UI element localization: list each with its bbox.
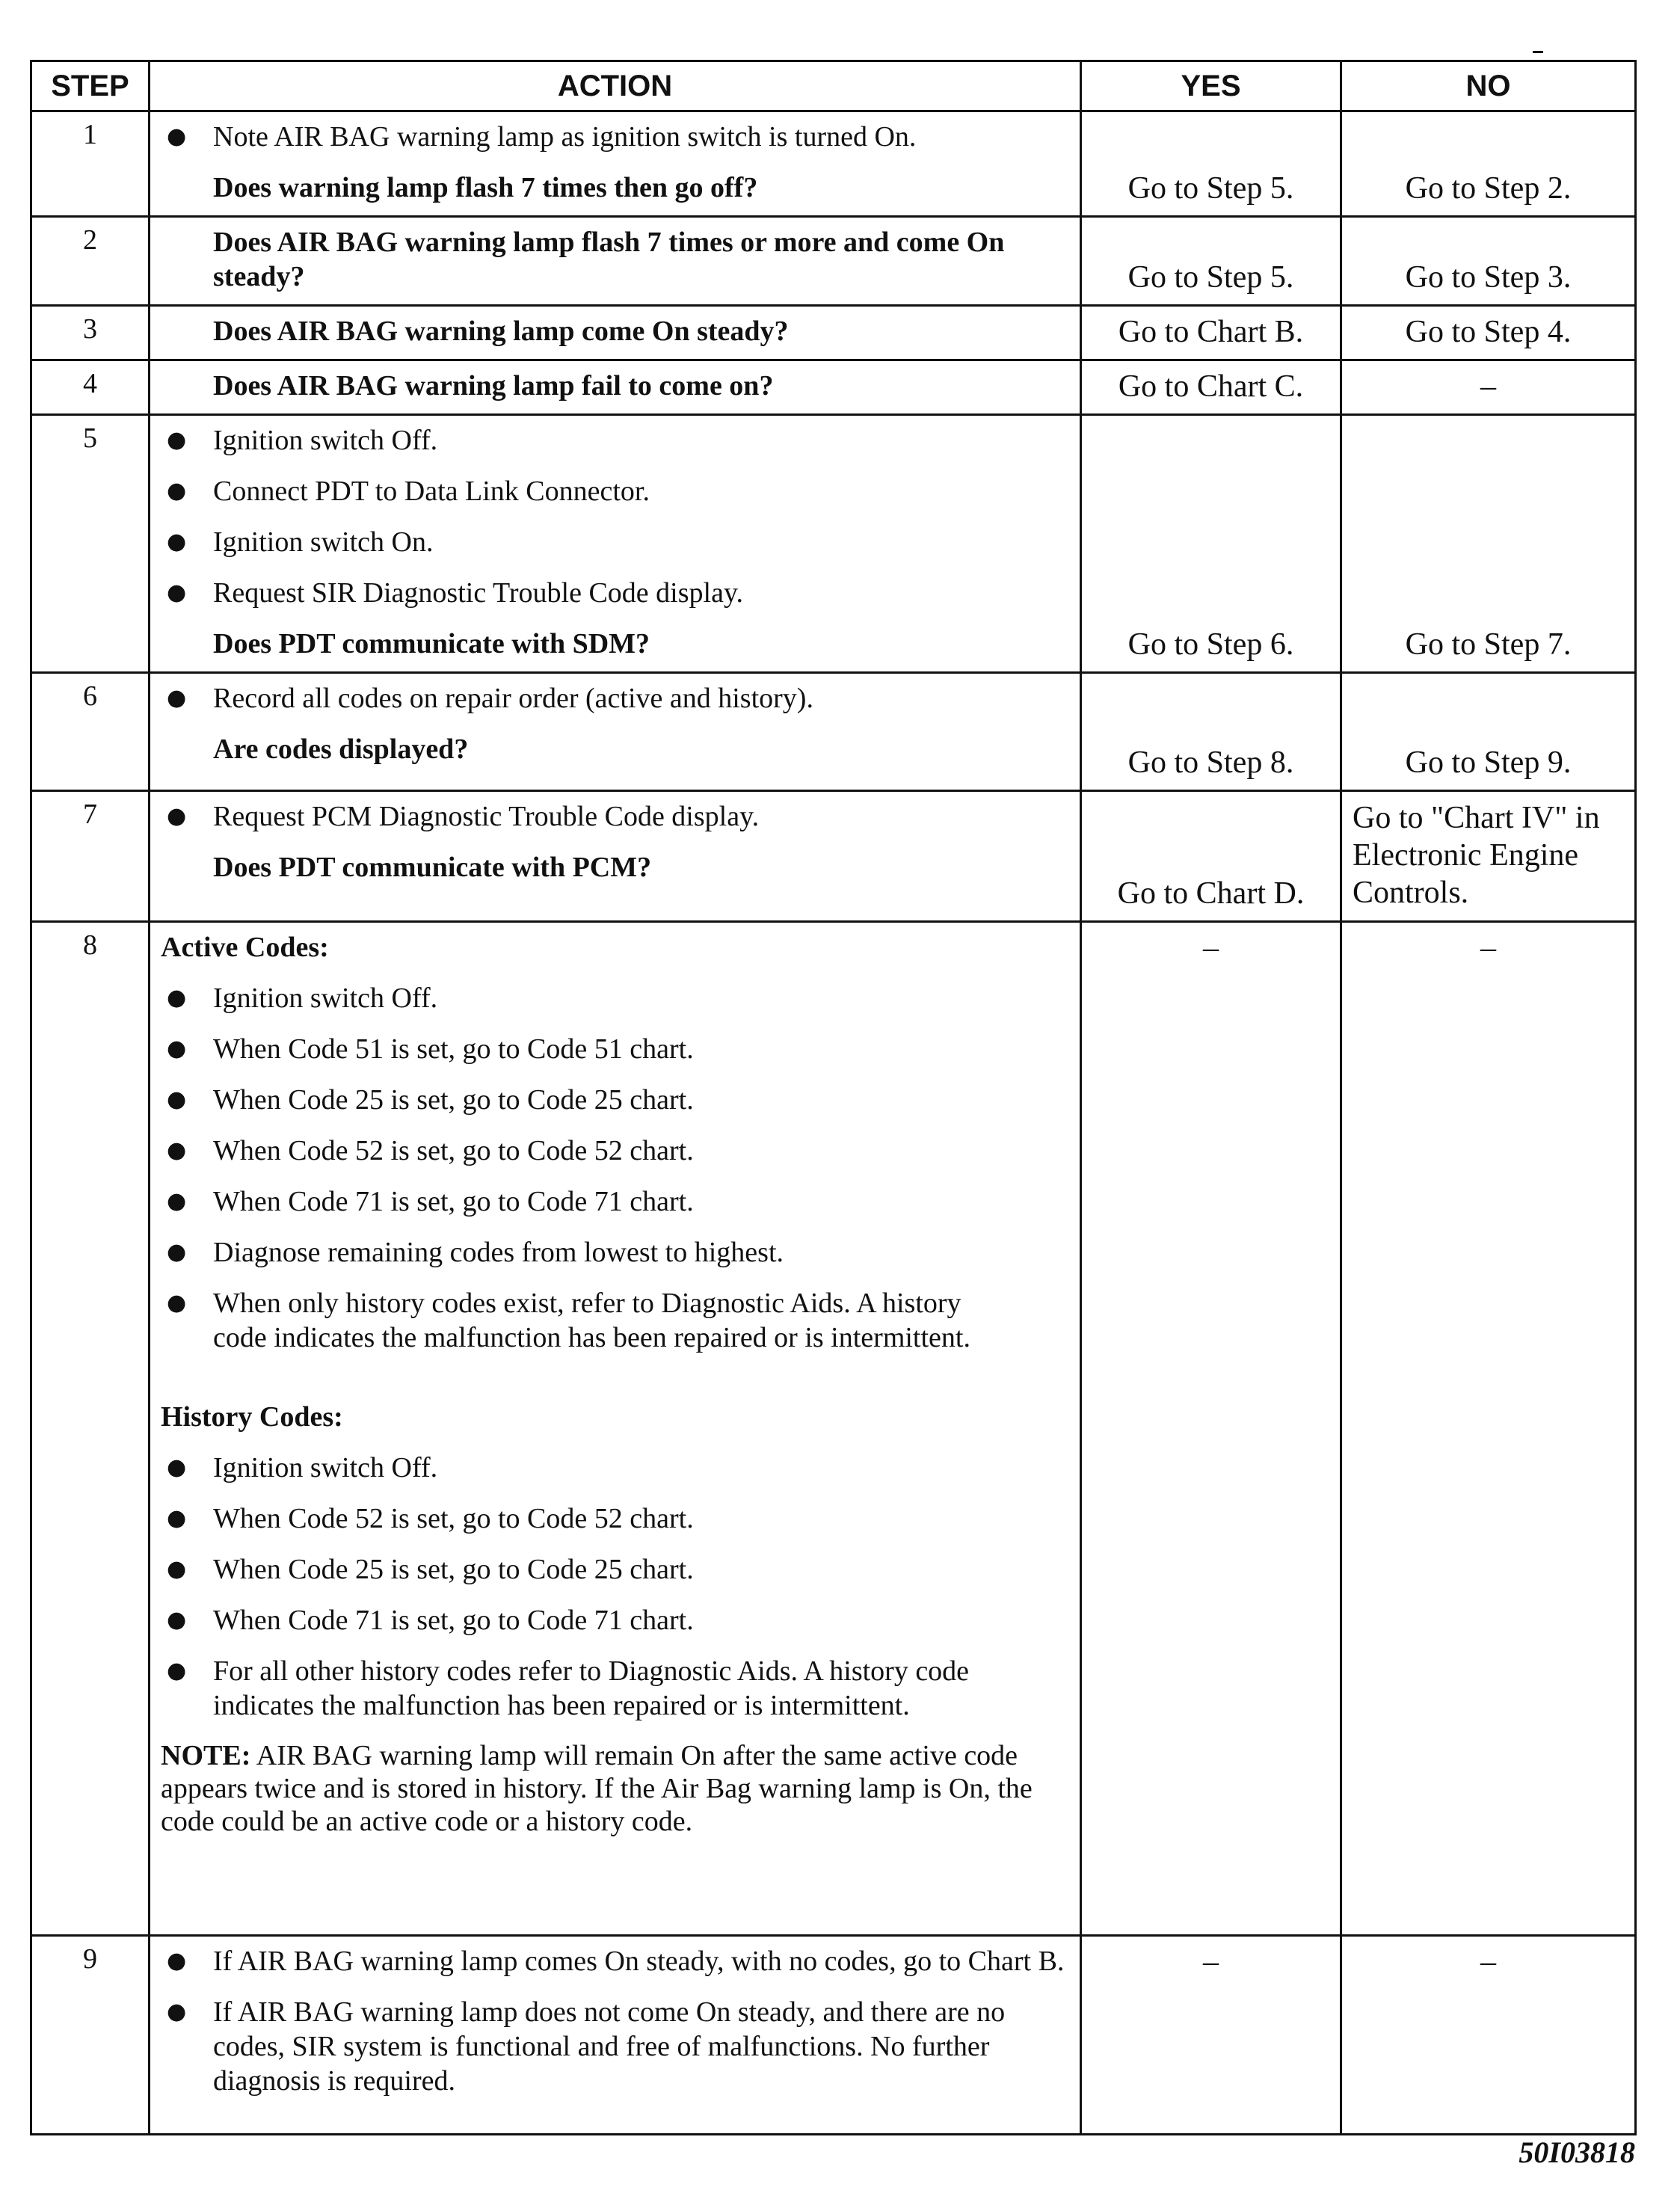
bullet-item: ● Ignition switch On.: [161, 525, 1069, 559]
no-answer: Go to Step 3.: [1341, 217, 1636, 306]
no-answer: Go to Step 4.: [1341, 306, 1636, 360]
yes-answer: Go to Chart C.: [1081, 360, 1341, 415]
bullet-item: ● When Code 52 is set, go to Code 52 chart.: [161, 1501, 1069, 1536]
table-row: [31, 306, 1636, 360]
bullet-item: ● Note AIR BAG warning lamp as ignition switch is turned On.: [161, 120, 1069, 154]
yes-answer: Go to Step 8.: [1081, 673, 1341, 791]
bullet-item: ● If AIR BAG warning lamp comes On steady, with no codes, go to Chart B.: [161, 1944, 1069, 1978]
table-row: [31, 217, 1636, 306]
question-text: Does PDT communicate with PCM?: [213, 852, 652, 883]
header-step: STEP: [31, 61, 150, 111]
bullet-item: ● When Code 52 is set, go to Code 52 chart.: [161, 1134, 1069, 1168]
table-row: [31, 1936, 1636, 2135]
action-cell: [150, 306, 1081, 360]
table-row: [31, 791, 1636, 922]
action-cell: [150, 217, 1081, 306]
bullet-item: ● Connect PDT to Data Link Connector.: [161, 474, 1069, 508]
question-text: Are codes displayed?: [213, 734, 469, 765]
yes-answer: –: [1081, 1936, 1341, 2135]
note-paragraph: [161, 1739, 1069, 1838]
step-number: 1: [31, 111, 150, 217]
header-yes: YES: [1081, 61, 1341, 111]
no-answer: Go to Step 2.: [1341, 111, 1636, 217]
question-text: Does warning lamp flash 7 times then go off?: [213, 172, 758, 203]
bullet-item: ● If AIR BAG warning lamp does not come On steady, and there are no codes, SIR system is functional and free of malfunctions. No further diagnosis is required.: [161, 1995, 1069, 2098]
bullet-item: ● When Code 71 is set, go to Code 71 chart.: [161, 1603, 1069, 1637]
step-number: 5: [31, 415, 150, 673]
bullet-item: ● Ignition switch Off.: [161, 1451, 1069, 1485]
table-row: [31, 922, 1636, 1936]
header-action: ACTION: [150, 61, 1081, 111]
section-heading-history-codes: History Codes:: [161, 1401, 343, 1433]
no-answer: Go to Step 9.: [1341, 673, 1636, 791]
table-row: [31, 360, 1636, 415]
step-number: 8: [31, 922, 150, 1936]
figure-code: 50I03818: [1519, 2135, 1635, 2169]
bullet-item: ● Request PCM Diagnostic Trouble Code display.: [161, 799, 1069, 834]
section-heading-active-codes: Active Codes:: [161, 932, 329, 963]
action-cell: [150, 791, 1081, 922]
bullet-item: ● Diagnose remaining codes from lowest to highest.: [161, 1235, 1069, 1270]
diagnostic-table: [30, 60, 1637, 2135]
action-cell: [150, 922, 1081, 1936]
question-text: Does AIR BAG warning lamp fail to come on?: [213, 370, 774, 402]
question-text: Does PDT communicate with SDM?: [213, 628, 650, 659]
bullet-item: ● Record all codes on repair order (active and history).: [161, 681, 1069, 716]
question-text: Does AIR BAG warning lamp flash 7 times or more and come On steady?: [213, 227, 1005, 292]
action-cell: [150, 111, 1081, 217]
table-row: [31, 673, 1636, 791]
yes-answer: Go to Step 6.: [1081, 415, 1341, 673]
bullet-item: ● Ignition switch Off.: [161, 423, 1069, 458]
yes-answer: –: [1081, 922, 1341, 1936]
note-text: AIR BAG warning lamp will remain On after the same active code appears twice and is stored in history. If the Air Bag warning lamp is On, the code could be an active code or a history code.: [161, 1740, 1033, 1837]
note-label: NOTE:: [161, 1740, 251, 1771]
bullet-item: ● When only history codes exist, refer to Diagnostic Aids. A history code indicates the malfunction has been repaired or is intermittent.: [161, 1286, 1069, 1355]
yes-answer: Go to Chart B.: [1081, 306, 1341, 360]
no-answer: Go to "Chart IV" in Electronic Engine Controls.: [1341, 791, 1636, 922]
no-answer: –: [1341, 922, 1636, 1936]
question-text: Does AIR BAG warning lamp come On steady?: [213, 316, 789, 347]
bullet-item: ● When Code 71 is set, go to Code 71 chart.: [161, 1184, 1069, 1219]
table-row: [31, 111, 1636, 217]
bullet-item: ● Ignition switch Off.: [161, 981, 1069, 1015]
bullet-item: ● When Code 25 is set, go to Code 25 chart.: [161, 1552, 1069, 1587]
no-answer: –: [1341, 360, 1636, 415]
header-tick-mark: [1533, 51, 1543, 53]
bullet-item: ● When Code 25 is set, go to Code 25 chart.: [161, 1083, 1069, 1117]
step-number: 9: [31, 1936, 150, 2135]
action-cell: [150, 1936, 1081, 2135]
no-answer: Go to Step 7.: [1341, 415, 1636, 673]
yes-answer: Go to Chart D.: [1081, 791, 1341, 922]
spacer: [161, 1371, 1069, 1400]
bullet-item: ● Request SIR Diagnostic Trouble Code display.: [161, 576, 1069, 610]
step-number: 6: [31, 673, 150, 791]
action-cell: [150, 360, 1081, 415]
bullet-item: ● When Code 51 is set, go to Code 51 chart.: [161, 1032, 1069, 1066]
step-number: 2: [31, 217, 150, 306]
bullet-item: ● For all other history codes refer to Diagnostic Aids. A history code indicates the malfunction has been repaired or is intermittent.: [161, 1654, 1069, 1723]
step-number: 7: [31, 791, 150, 922]
header-no: NO: [1341, 61, 1636, 111]
table-header-row: [31, 61, 1636, 111]
action-cell: [150, 415, 1081, 673]
yes-answer: Go to Step 5.: [1081, 111, 1341, 217]
action-cell: [150, 673, 1081, 791]
step-number: 4: [31, 360, 150, 415]
table-row: [31, 415, 1636, 673]
step-number: 3: [31, 306, 150, 360]
no-answer: –: [1341, 1936, 1636, 2135]
yes-answer: Go to Step 5.: [1081, 217, 1341, 306]
